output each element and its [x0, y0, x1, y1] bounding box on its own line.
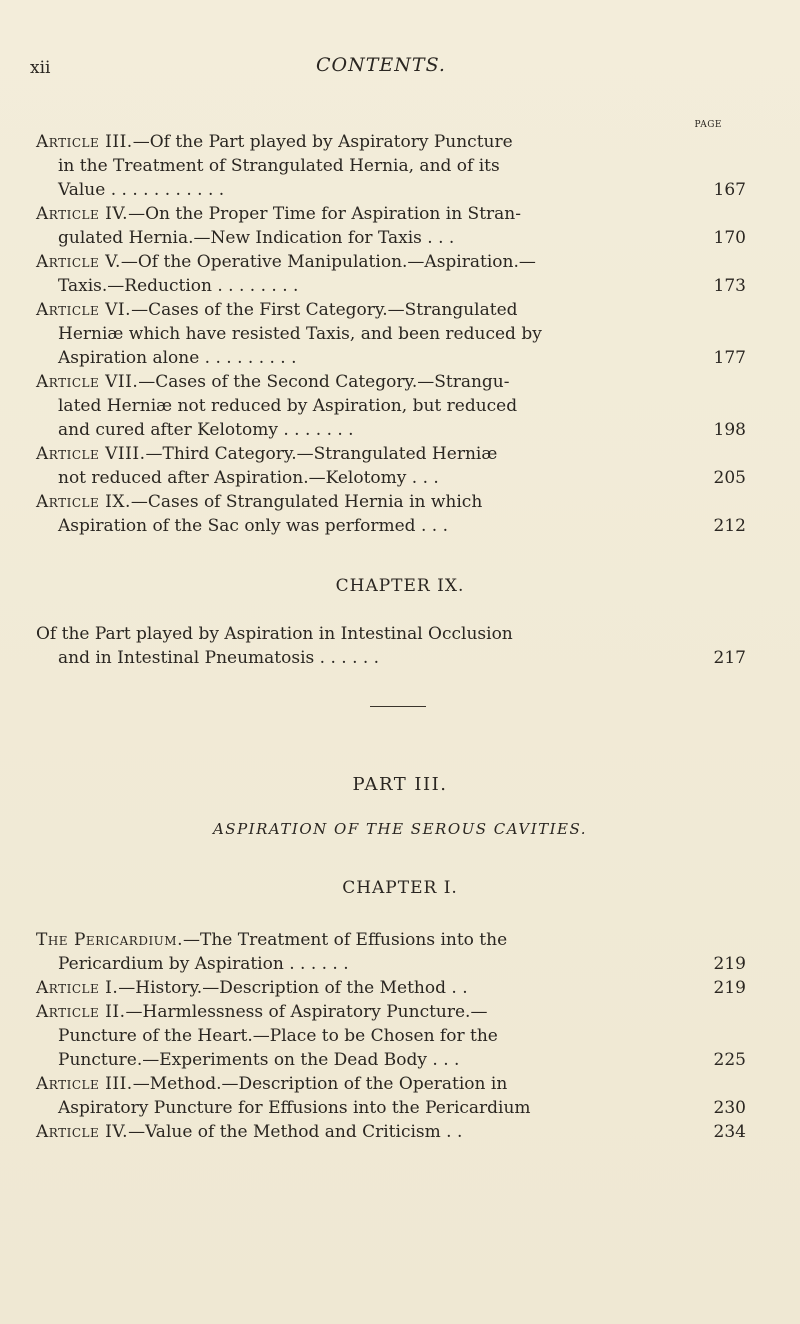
- page-number: 234: [713, 1122, 746, 1142]
- toc-line: not reduced after Aspiration.—Kelotomy . . .: [58, 468, 439, 488]
- toc-line: Aspiration alone . . . . . . . . .: [58, 348, 297, 368]
- toc-line: Taxis.—Reduction . . . . . . . .: [58, 276, 299, 296]
- toc-line: Puncture.—Experiments on the Dead Body . . .: [58, 1050, 460, 1070]
- article-head: Article I.: [36, 978, 119, 998]
- toc-entry-article-v: [36, 252, 746, 302]
- section-divider: [370, 706, 426, 707]
- toc-line: [36, 300, 518, 320]
- article-text: —Cases of the Second Category.—Strangu-: [138, 372, 510, 392]
- page-number: 225: [713, 1050, 746, 1070]
- toc-line: [36, 978, 468, 998]
- toc-entry-article-viii: [36, 444, 746, 494]
- toc-line: and cured after Kelotomy . . . . . . .: [58, 420, 354, 440]
- page-number: 219: [713, 954, 746, 974]
- toc-entry-article-ii: [36, 1002, 746, 1076]
- article-head: Article VII.: [36, 372, 139, 392]
- article-head: Article VIII.: [36, 444, 146, 464]
- part-subtitle: ASPIRATION OF THE SEROUS CAVITIES.: [212, 820, 588, 838]
- article-head: Article IV.: [36, 204, 129, 224]
- toc-line: [36, 1074, 507, 1094]
- article-text: —Of the Part played by Aspiratory Puncture: [132, 132, 513, 152]
- page-number: 205: [713, 468, 746, 488]
- toc-entry-article-iv: [36, 204, 746, 254]
- article-text: —Method.—Description of the Operation in: [132, 1074, 508, 1094]
- article-head: Article VI.: [36, 300, 132, 320]
- toc-entry-chapter-ix: [36, 624, 746, 674]
- article-text: —On the Proper Time for Aspiration in Stran-: [128, 204, 521, 224]
- article-head: Article IX.: [36, 492, 131, 512]
- page-number: 219: [713, 978, 746, 998]
- toc-entry-article-ix: [36, 492, 746, 542]
- toc-line: [36, 252, 536, 272]
- toc-entry-article-iii: [36, 132, 746, 206]
- toc-line: lated Herniæ not reduced by Aspiration, but reduced: [58, 396, 518, 416]
- toc-line: and in Intestinal Pneumatosis . . . . . .: [58, 648, 380, 668]
- article-text: —Cases of the First Category.—Strangulated: [131, 300, 518, 320]
- article-head: Article V.: [36, 252, 121, 272]
- article-head: Article IV.: [36, 1122, 129, 1142]
- toc-entry-pericardium: [36, 930, 746, 980]
- toc-line: Aspiration of the Sac only was performed . . .: [58, 516, 448, 536]
- toc-line: [36, 444, 497, 464]
- page-header: [22, 54, 740, 84]
- toc-line: Herniæ which have resisted Taxis, and been reduced by: [58, 324, 542, 344]
- toc-line: Puncture of the Heart.—Place to be Chosen for the: [58, 1026, 498, 1046]
- toc-entry-article-iv-pericardium: [36, 1122, 746, 1148]
- toc-line: [36, 372, 510, 392]
- toc-entry-article-i: [36, 978, 746, 1004]
- page-number: 212: [713, 516, 746, 536]
- toc-line: [36, 132, 513, 152]
- page-number: 177: [713, 348, 746, 368]
- toc-line: in the Treatment of Strangulated Hernia, and of its: [58, 156, 500, 176]
- toc-line: Pericardium by Aspiration . . . . . .: [58, 954, 349, 974]
- article-text: —History.—Description of the Method . .: [118, 978, 468, 998]
- toc-line: [36, 1002, 487, 1022]
- page-number: 167: [713, 180, 746, 200]
- page-column-label: PAGE: [694, 120, 722, 130]
- toc-line: [36, 930, 507, 950]
- toc-entry-article-vi: [36, 300, 746, 374]
- article-head: The Pericardium.: [36, 930, 183, 950]
- toc-line: Of the Part played by Aspiration in Intestinal Occlusion: [36, 624, 513, 644]
- chapter-heading: CHAPTER I.: [342, 878, 458, 898]
- article-text: —The Treatment of Effusions into the: [183, 930, 508, 950]
- article-text: —Cases of Strangulated Hernia in which: [130, 492, 483, 512]
- page-number: 198: [713, 420, 746, 440]
- toc-line: [36, 1122, 462, 1142]
- toc-line: Value . . . . . . . . . . .: [58, 180, 225, 200]
- page-number: 230: [713, 1098, 746, 1118]
- page-number: 173: [713, 276, 746, 296]
- article-head: Article III.: [36, 1074, 133, 1094]
- toc-line: [36, 204, 521, 224]
- running-title: CONTENTS.: [316, 54, 446, 76]
- article-text: —Third Category.—Strangulated Herniæ: [145, 444, 498, 464]
- page-number: 217: [713, 648, 746, 668]
- article-text: —Value of the Method and Criticism . .: [128, 1122, 463, 1142]
- article-head: Article III.: [36, 132, 133, 152]
- toc-entry-article-vii: [36, 372, 746, 446]
- part-heading: PART III.: [352, 774, 448, 795]
- page-folio: xii: [30, 58, 51, 78]
- article-text: —Of the Operative Manipulation.—Aspiration.—: [120, 252, 536, 272]
- toc-line: gulated Hernia.—New Indication for Taxis . . .: [58, 228, 455, 248]
- toc-line: Aspiratory Puncture for Effusions into the Pericardium: [58, 1098, 531, 1118]
- toc-line: [36, 492, 482, 512]
- chapter-heading: CHAPTER IX.: [335, 576, 465, 596]
- article-text: —Harmlessness of Aspiratory Puncture.—: [125, 1002, 488, 1022]
- page-number: 170: [713, 228, 746, 248]
- article-head: Article II.: [36, 1002, 126, 1022]
- toc-entry-article-iii-pericardium: [36, 1074, 746, 1124]
